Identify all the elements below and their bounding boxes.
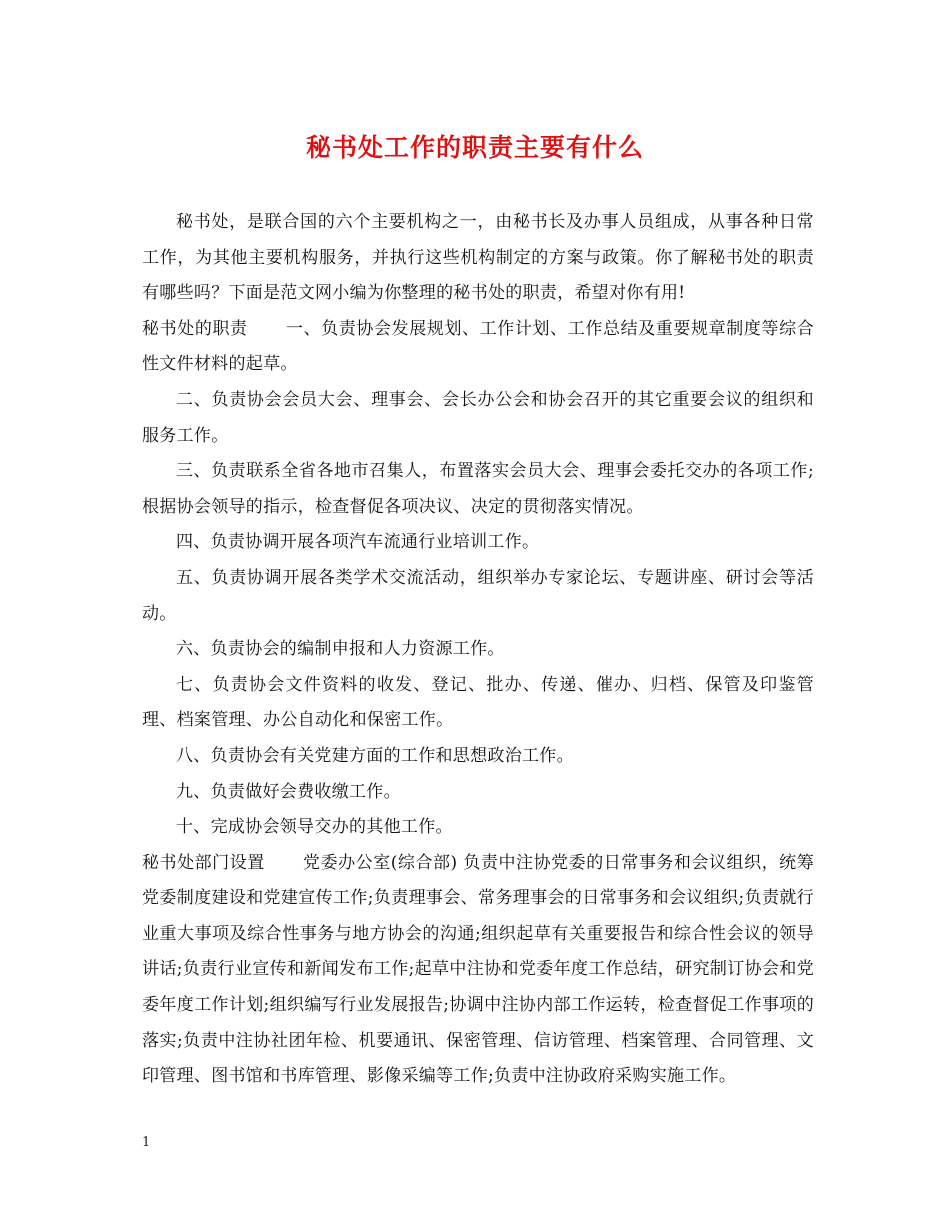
document-body [142,205,814,1095]
document-title: 秘书处工作的职责主要有什么 [305,133,644,162]
duty-item-1: 一、负责协会发展规划、工作计划、工作总结及重要规章制度等综合性文件材料的起草。 [142,318,814,375]
duty-item-3: 三、负责联系全省各地市召集人，布置落实会员大会、理事会委托交办的各项工作;根据协会领导的指示，检查督促各项决议、决定的贯彻落实情况。 [142,461,814,517]
duty-item-5: 五、负责协调开展各类学术交流活动，组织举办专家论坛、专题讲座、研讨会等活动。 [142,567,814,624]
duty-item-2: 二、负责协会会员大会、理事会、会长办公会和协会召开的其它重要会议的组织和服务工作。 [142,389,814,446]
department-section-paragraph [142,846,814,1095]
duties-section-paragraph [142,312,814,383]
duty-item-6: 六、负责协会的编制申报和人力资源工作。 [176,639,505,660]
department-section-label: 秘书处部门设置 [142,852,265,873]
duty-item-9: 九、负责做好会费收缴工作。 [176,781,401,802]
intro-paragraph: 秘书处，是联合国的六个主要机构之一，由秘书长及办事人员组成，从事各种日常工作，为其他主要机构服务，并执行这些机构制定的方案与政策。你了解秘书处的职责有哪些吗？下面是范文网小编为你整理的秘书处的职责，希望对你有用! [142,212,814,304]
duty-item-8: 八、负责协会有关党建方面的工作和思想政治工作。 [176,745,574,766]
page-number: 1 [142,1135,151,1150]
department-section-text: 党委办公室(综合部) 负责中注协党委的日常事务和会议组织，统筹党委制度建设和党建宣传工作;负责理事会、常务理事会的日常事务和会议组织;负责就行业重大事项及综合性事务与地方协会的沟通;组织起草有关重要报告和综合性会议的领导讲话;负责行业宣传和新闻发布工作;起草中注协和党委年度工作总结，研究制订协会和党委年度工作计划;组织编写行业发展报告;协调中注协内部工作运转，检查督促工作事项的落实;负责中注协社团年检、机要通讯、保密管理、信访管理、档案管理、合同管理、文印管理、图书馆和书库管理、影像采编等工作;负责中注协政府采购实施工作。 [142,852,814,1087]
duty-item-7: 七、负责协会文件资料的收发、登记、批办、传递、催办、归档、保管及印鉴管理、档案管理、办公自动化和保密工作。 [142,674,814,731]
duties-section-label: 秘书处的职责 [142,318,248,339]
duty-item-10: 十、完成协会领导交办的其他工作。 [176,817,453,838]
duty-item-4: 四、负责协调开展各项汽车流通行业培训工作。 [176,532,540,553]
